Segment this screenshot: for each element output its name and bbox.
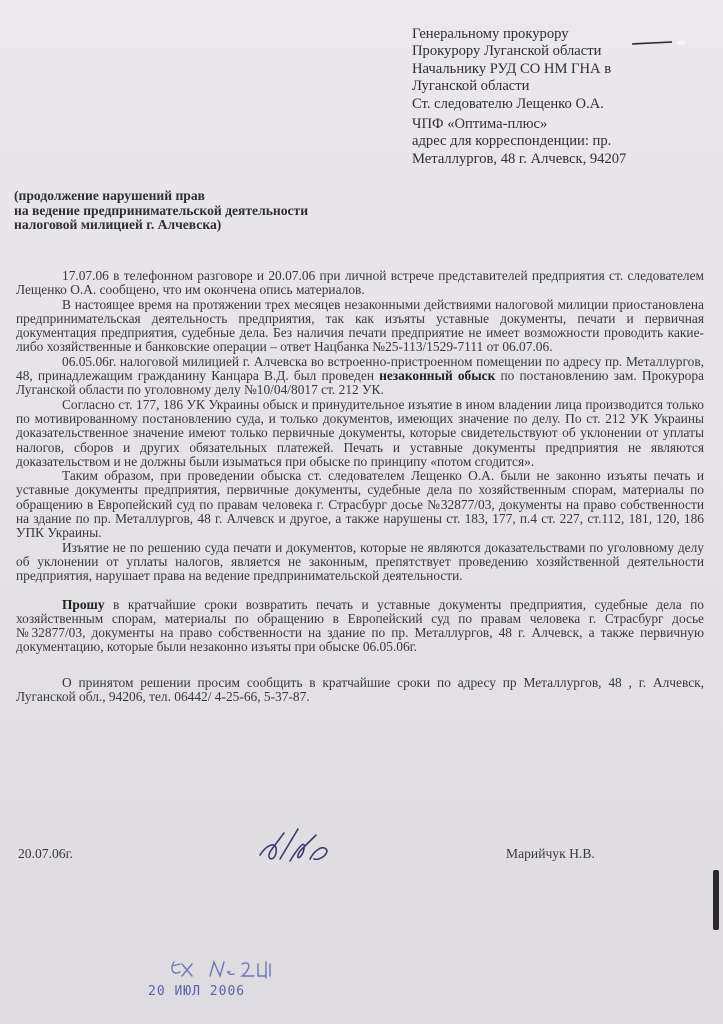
sender-block [412,116,626,168]
subject-line: (продолжение нарушений прав [14,188,205,203]
sender-line: адрес для корреспонденции: пр. [412,133,612,150]
addressee-block [412,26,611,113]
handwritten-signature-icon [250,815,340,875]
binder-clip-edge [713,870,719,930]
search-text-before: 06.05.06г. налоговой милицией г. Алчевска во встроенно-пристроенном помещении по адресу пр. Металлургов, 48, принадлежащим гражданину Канцара В.Д. был проведен [16,353,704,384]
pen-mark-icon [632,40,686,46]
addressee-line: Ст. следователю Лещенко О.А. [412,95,604,112]
letter-date: 20.07.06г. [18,846,74,861]
addressee-line: Луганской области [412,78,530,95]
paragraph-request [16,598,704,655]
received-stamp-date: 20 ИЮЛ 2006 [148,984,246,999]
addressee-line: Прокурору Луганской области [412,43,602,60]
paragraph-activity-suspended: В настоящее время на протяжении трех месяцев незаконными действиями налоговой милиции приостановлена предпринимательская деятельность предприятия, так как изъяты уставные документы, печати и первичная документация предприятия, судебные дела. Без наличия печати предприятие не имеет возможности проводить какие-либо хозяйственные и банковские операции – ответ Нацбанка №25-113/1529-7111 от 06.07.06. [16,296,704,355]
addressee-line: Начальнику РУД СО НМ ГНА в [412,60,612,77]
sender-line: ЧПФ «Оптима-плюс» [412,116,548,132]
search-text-after: по постановлению зам. Прокурора Луганской области по уголовному делу №10/04/8017 ст. 212 УК. [16,368,704,398]
request-text: в кратчайшие сроки возвратить печать и уставные документы предприятия, судебные дела по хозяйственным спорам, материалы по обращению в Европейский суд по правам человека г. Страсбург досье №32877/03, документы на право собственности на здание по пр. Металлургов, 48 г. Алчевск, а также первичную документацию, которые были незаконно изъяты при обыске 06.05.06г. [16,596,704,655]
letter-body [16,269,704,704]
request-emphasis: Прошу [62,596,105,612]
paragraph-search [16,355,704,398]
paragraph-legal-basis: Согласно ст. 177, 186 УК Украины обыск и принудительное изъятие в ином владении лица производится только по мотивированному постановлению суда, и только документов, имеющих значение по делу. По ст. 212 УК Украины доказательственное значение имеют только первичные документы, которые свидетельствуют об уклонении от уплаты налогов, сборов и других обязательных платежей. Печать и уставные документы предприятия не являются доказательством и не должны были изыматься при обыске по принципу «потом сгодится». [16,396,704,469]
letter-subject [14,189,308,233]
illegal-search-emphasis: незаконный обыск [379,368,496,384]
subject-line: налоговой милицией г. Алчевска) [14,217,222,233]
sender-line: Металлургов, 48 г. Алчевск, 94207 [412,150,627,167]
paragraph-contact: О принятом решении просим сообщить в кратчайшие сроки по адресу пр Металлургов, 48 , г. Алчевск, Луганской обл., 94206, тел. 06442/ 4-25-66, 5-37-87. [16,674,704,705]
paragraph-seizure-illegal: Изъятие не по решению суда печати и документов, которые не являются доказательствами по уголовному делу об уклонении от уплаты налогов, является не законным, препятствует проведению хозяйственной деятельности предприятия, нарушает права на ведение предпринимательской деятельности. [16,539,704,584]
addressee-line: Генеральному прокурору [412,26,569,42]
paragraph-violations: Таким образом, при проведении обыска ст. следователем Лещенко О.А. были не законно изъяты печать и уставные документы предприятия, первичные документы, судебные дела по хозяйственным спорам, материалы по обращению в Европейский суд по правам человека г. Страсбург досье №32877/03, документы на право собственности на здание по пр. Металлургов, 48 г. Алчевск и другое, а также нарушены ст. 183, 177, п.4 ст. 227, ст.112, 181, 120, 186 УПК Украины. [16,468,704,541]
subject-line: на ведение предпринимательской деятельности [14,202,309,218]
paragraph-phone-call: 17.07.06 в телефонном разговоре и 20.07.06 при личной встрече представителей предприятия ст. следователем Лещенко О.А. сообщено, что им окончена опись материалов. [16,268,704,298]
author-name: Марийчук Н.В. [506,846,595,861]
incoming-number-handwritten-icon [150,950,280,982]
